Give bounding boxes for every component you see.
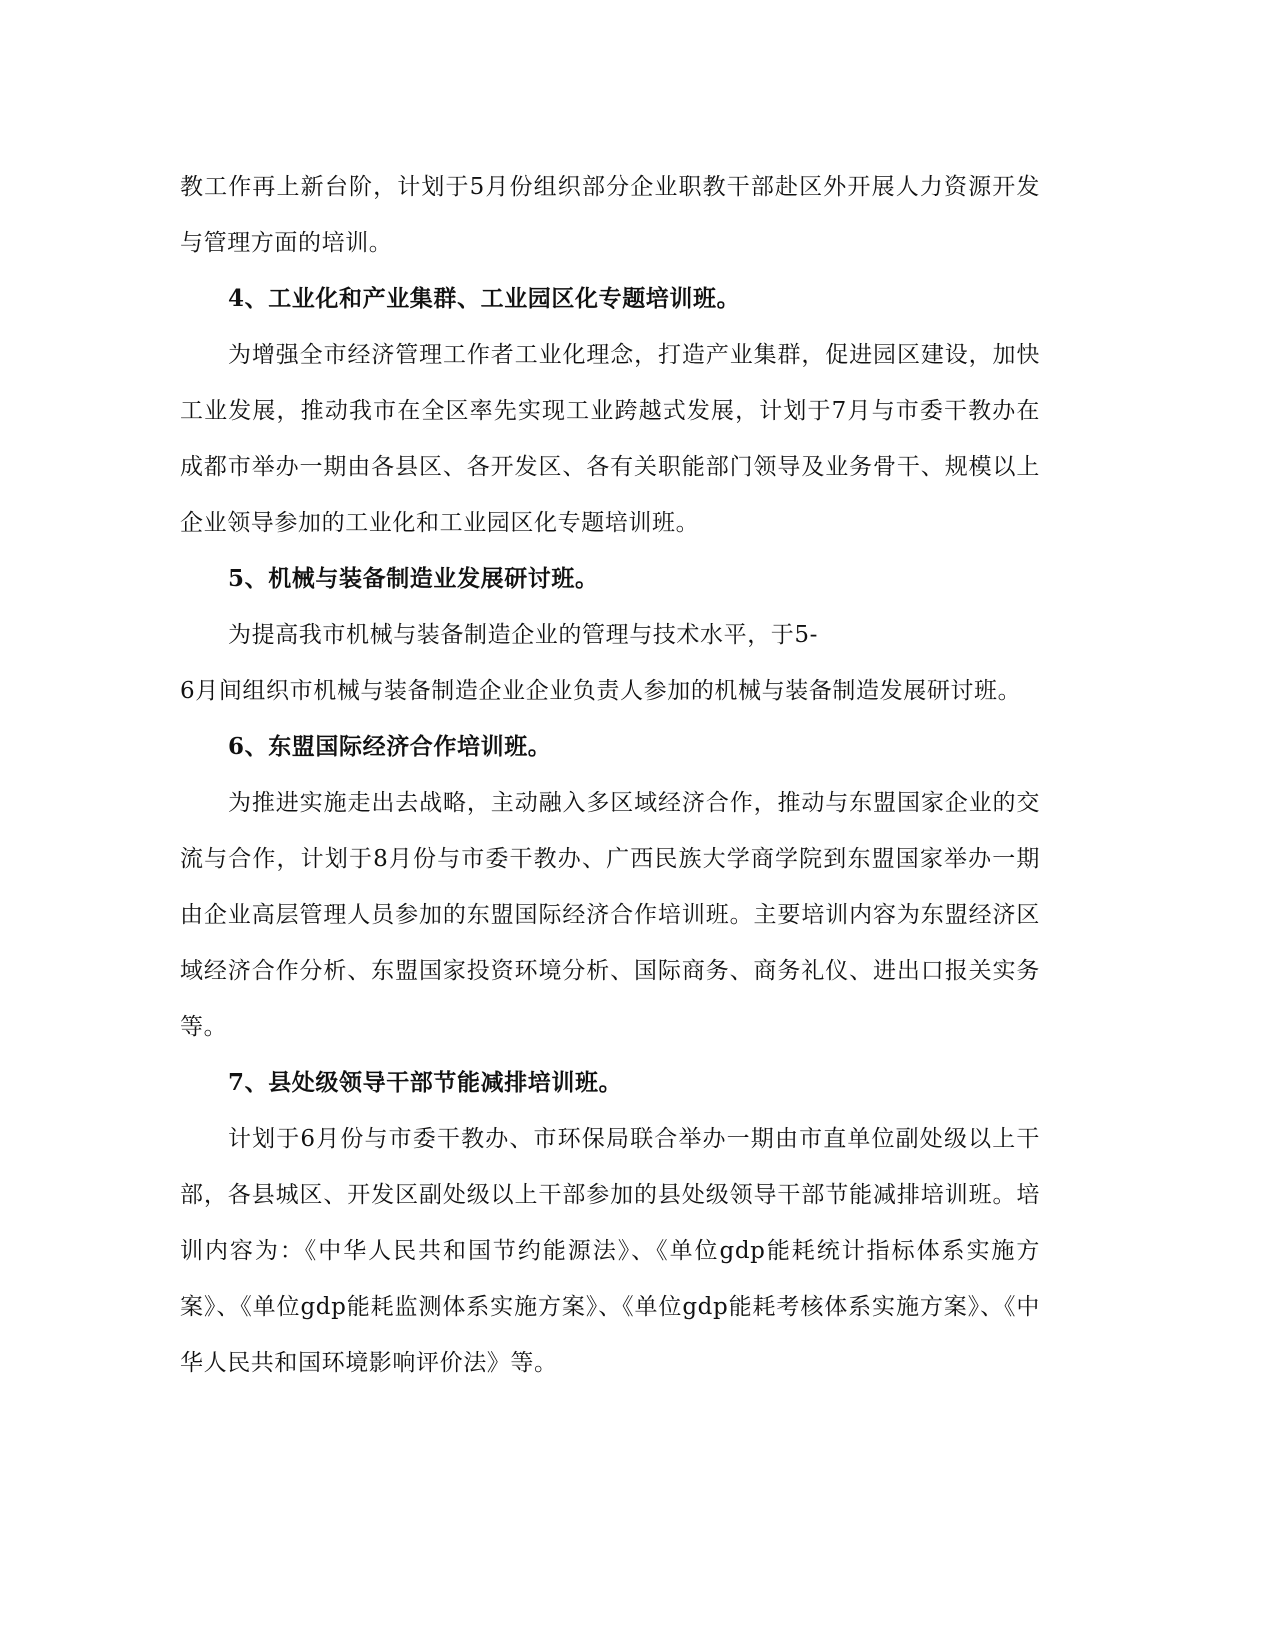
- section-heading-4: 4、工业化和产业集群、工业园区化专题培训班。: [228, 285, 741, 312]
- section-heading-6: 6、东盟国际经济合作培训班。: [228, 733, 552, 760]
- paragraph-continuation: 教工作再上新台阶，计划于5月份组织部分企业职教干部赴区外开展人力资源开发与管理方面的培训。: [180, 174, 1040, 256]
- section-heading-7: 7、县处级领导干部节能减排培训班。: [228, 1069, 623, 1096]
- paragraph-section-6: 为推进实施走出去战略，主动融入多区域经济合作，推动与东盟国家企业的交流与合作，计划于8月份与市委干教办、广西民族大学商学院到东盟国家举办一期由企业高层管理人员参加的东盟国际经济合作培训班。主要培训内容为东盟经济区域经济合作分析、东盟国家投资环境分析、国际商务、商务礼仪、进出口报关实务等。: [180, 790, 1040, 1040]
- paragraph-section-5-line-2: 6月间组织市机械与装备制造企业企业负责人参加的机械与装备制造发展研讨班。: [180, 678, 1022, 704]
- paragraph-section-5-line-1: 为提高我市机械与装备制造企业的管理与技术水平，于5-: [228, 622, 819, 648]
- paragraph-section-7: 计划于6月份与市委干教办、市环保局联合举办一期由市直单位副处级以上干部，各县城区、开发区副处级以上干部参加的县处级领导干部节能减排培训班。培训内容为：《中华人民共和国节约能源法》、《单位gdp能耗统计指标体系实施方案》、《单位gdp能耗监测体系实施方案》、《单位gdp能耗考核体系实施方案》、《中华人民共和国环境影响评价法》等。: [180, 1126, 1040, 1376]
- section-heading-5: 5、机械与装备制造业发展研讨班。: [228, 565, 599, 592]
- paragraph-section-4: 为增强全市经济管理工作者工业化理念，打造产业集群，促进园区建设，加快工业发展，推动我市在全区率先实现工业跨越式发展，计划于7月与市委干教办在成都市举办一期由各县区、各开发区、各有关职能部门领导及业务骨干、规模以上企业领导参加的工业化和工业园区化专题培训班。: [180, 342, 1040, 536]
- document-page: [180, 159, 1040, 1391]
